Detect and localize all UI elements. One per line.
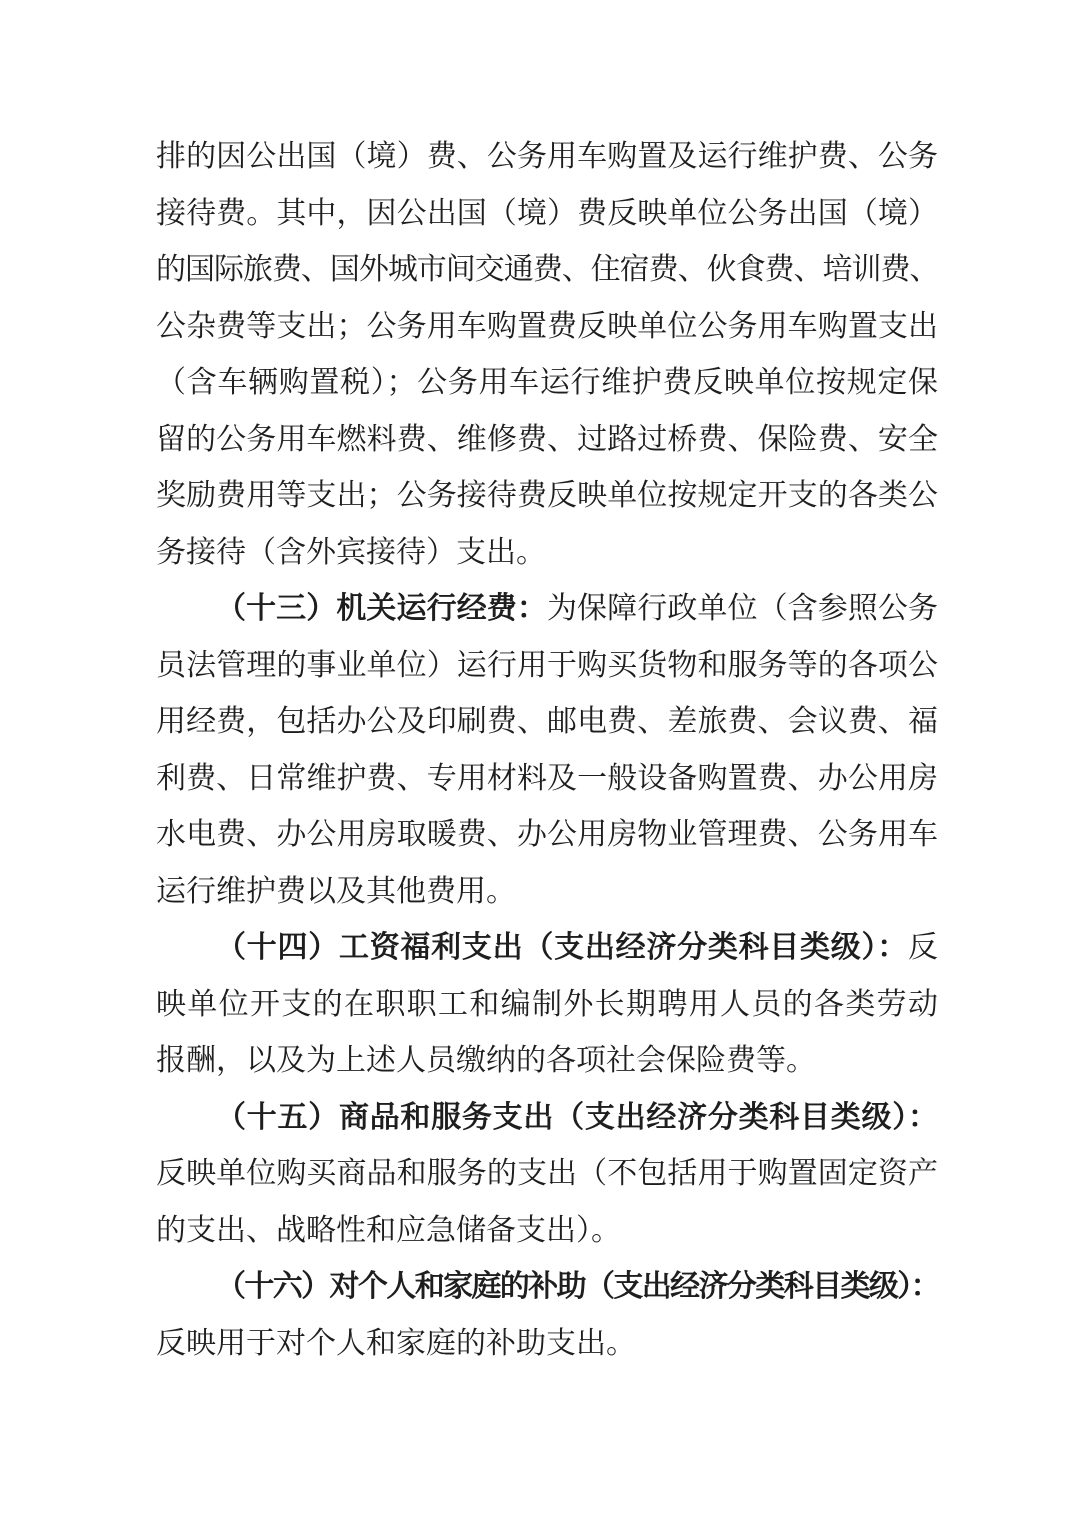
- text-run: 的支出、战略性和应急储备支出）。: [156, 1213, 621, 1247]
- text-line: [156, 581, 938, 638]
- text-line: [156, 242, 938, 299]
- text-run: 奖励费用等支出；公务接待费反映单位按规定开支的各类公: [156, 479, 938, 512]
- text-line: [156, 525, 938, 582]
- text-line: [156, 355, 938, 412]
- section-heading-run: （十五）商品和服务支出（支出经济分类科目类级）：: [216, 1100, 938, 1134]
- text-line: [156, 412, 938, 469]
- text-run: 留的公务用车燃料费、维修费、过路过桥费、保险费、安全: [156, 422, 938, 456]
- section-heading-run: （十三）机关运行经费：: [216, 592, 547, 625]
- text-line: [156, 129, 938, 186]
- text-run: 映单位开支的在职职工和编制外长期聘用人员的各类劳动: [156, 987, 938, 1021]
- text-run: 接待费。其中，因公出国（境）费反映单位公务出国（境）: [156, 196, 938, 230]
- text-run: 反: [908, 931, 938, 964]
- text-run: 为保障行政单位（含参照公务: [546, 592, 939, 625]
- text-line: [156, 807, 938, 864]
- text-line: [156, 977, 938, 1034]
- section-heading-run: （十四）工资福利支出（支出经济分类科目类级）：: [216, 931, 908, 964]
- text-run: 排的因公出国（境）费、公务用车购置及运行维护费、公务: [156, 140, 938, 173]
- text-run: 公杂费等支出；公务用车购置费反映单位公务用车购置支出: [156, 309, 938, 343]
- text-run: 水电费、办公用房取暖费、办公用房物业管理费、公务用车: [156, 818, 938, 851]
- text-run: 的国际旅费、国外城市间交通费、住宿费、伙食费、培训费、: [156, 253, 938, 286]
- text-line: [156, 468, 938, 525]
- text-run: 反映单位购买商品和服务的支出（不包括用于购置固定资产: [156, 1157, 938, 1190]
- text-line: [156, 1090, 938, 1147]
- text-line: [156, 1203, 938, 1260]
- document-body: [156, 129, 938, 1372]
- section-heading-run: （十六）对个人和家庭的补助（支出经济分类科目类级）：: [216, 1270, 938, 1303]
- text-run: 利费、日常维护费、专用材料及一般设备购置费、办公用房: [156, 761, 938, 795]
- text-run: 员法管理的事业单位）运行用于购买货物和服务等的各项公: [156, 648, 938, 682]
- text-run: 报酬，以及为上述人员缴纳的各项社会保险费等。: [156, 1044, 816, 1077]
- text-line: [156, 638, 938, 695]
- text-line: [156, 1033, 938, 1090]
- text-line: [156, 1316, 938, 1373]
- text-run: 用经费，包括办公及印刷费、邮电费、差旅费、会议费、福: [156, 705, 938, 738]
- text-line: [156, 751, 938, 808]
- text-line: [156, 1259, 938, 1316]
- text-run: 反映用于对个人和家庭的补助支出。: [156, 1326, 636, 1360]
- text-line: [156, 864, 938, 921]
- text-line: [156, 920, 938, 977]
- text-line: [156, 694, 938, 751]
- text-run: 运行维护费以及其他费用。: [156, 874, 516, 908]
- text-run: （含车辆购置税）；公务用车运行维护费反映单位按规定保: [156, 366, 938, 399]
- text-line: [156, 299, 938, 356]
- text-line: [156, 186, 938, 243]
- text-run: 务接待（含外宾接待）支出。: [156, 535, 546, 569]
- text-line: [156, 1146, 938, 1203]
